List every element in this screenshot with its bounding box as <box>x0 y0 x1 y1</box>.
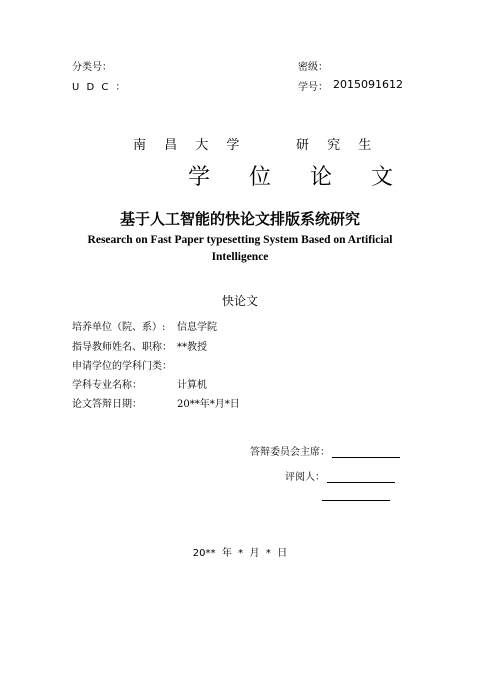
secret-level-label: 密级： <box>298 62 328 73</box>
info-row-major <box>0 376 480 390</box>
student-id-value: 2015091612 <box>333 78 403 91</box>
graduate-label: 研 究 生 <box>296 138 379 153</box>
author-name: 快论文 <box>221 294 258 308</box>
udc-label: U D C ： <box>72 82 128 93</box>
thesis-title-zh: 基于人工智能的快论文排版系统研究 <box>119 210 360 228</box>
info-value: **教授 <box>177 342 207 353</box>
info-label: 申请学位的学科门类： <box>72 361 172 372</box>
chair-signature <box>250 443 400 458</box>
university-name: 南 昌 大 学 <box>133 138 247 153</box>
info-row-discipline <box>0 357 480 371</box>
info-row-defense-date <box>0 395 480 409</box>
reviewer-label: 评阅人： <box>285 472 325 483</box>
info-value: 20**年*月*日 <box>177 399 240 410</box>
chair-label: 答辩委员会主席： <box>250 447 330 458</box>
reviewer-signature-line <box>327 472 395 483</box>
chair-signature-line <box>332 447 400 458</box>
info-value: 信息学院 <box>177 322 217 333</box>
extra-signature-line <box>322 500 390 501</box>
info-label: 论文答辩日期： <box>72 399 142 410</box>
info-label: 学科专业名称： <box>72 380 142 391</box>
class-number-label: 分类号： <box>72 62 112 73</box>
info-label: 培养单位（院、系）: <box>72 322 166 333</box>
info-row-advisor <box>0 338 480 352</box>
reviewer-signature <box>285 468 395 483</box>
info-row-unit <box>0 318 480 332</box>
info-value: 计算机 <box>177 380 207 391</box>
student-id-label: 学号： <box>298 82 328 93</box>
cover-date: 20** 年 * 月 * 日 <box>192 548 288 559</box>
thesis-title-en-line1: Research on Fast Paper typesetting System Based on Artificial <box>87 234 393 246</box>
degree-title: 学 位 论 文 <box>188 165 409 190</box>
info-label: 指导教师姓名、职称： <box>72 342 172 353</box>
thesis-title-en-line2: Intelligence <box>211 251 269 263</box>
